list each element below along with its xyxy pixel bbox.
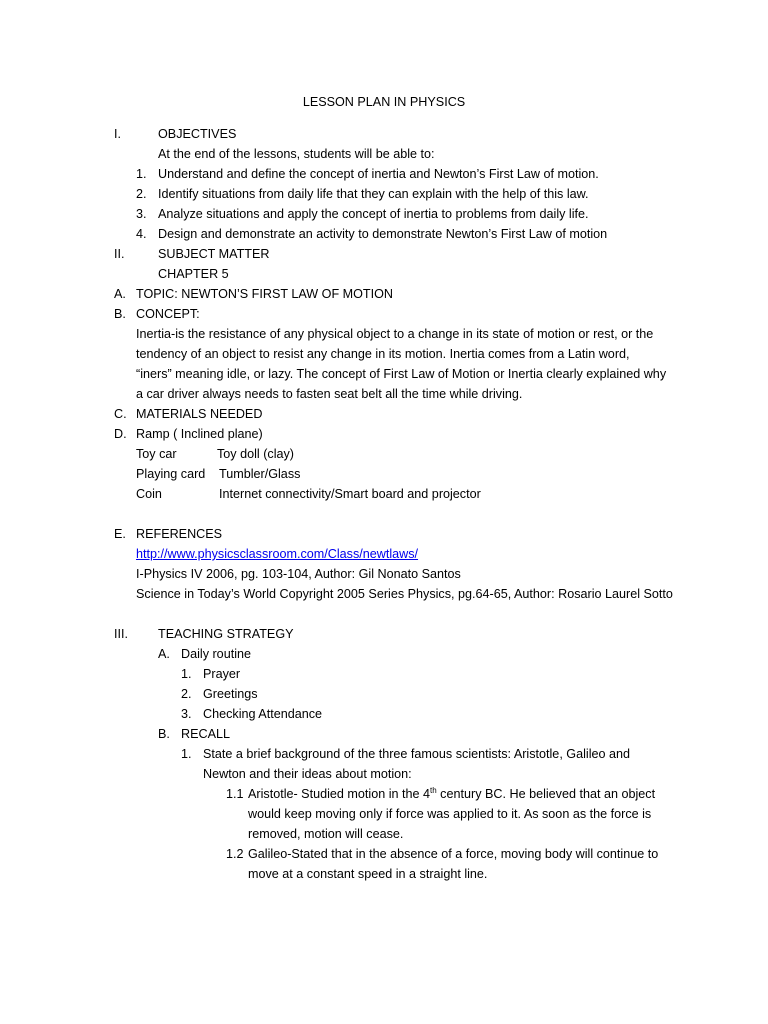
material-item: Toy car [136,447,177,461]
recall-line: would keep moving only if force was applied to it. As soon as the force is [248,807,652,821]
list-number: 1. [136,167,147,181]
objective-item: Design and demonstrate an activity to demonstrate Newton’s First Law of motion [158,227,608,241]
section-heading-objectives: OBJECTIVES [158,127,237,141]
recall-line: State a brief background of the three famous scientists: Aristotle, Galileo and [203,747,631,761]
list-letter: E. [114,527,126,541]
recall-sub-item [248,786,655,802]
list-number: 3. [181,707,192,721]
material-item: Tumbler/Glass [219,467,301,481]
list-number: 2. [136,187,147,201]
list-number: 4. [136,227,147,241]
concept-paragraph-line: a car driver always needs to fasten seat belt all the time while driving. [136,387,523,401]
objective-item: Analyze situations and apply the concept of inertia to problems from daily life. [158,207,589,221]
recall-line: Newton and their ideas about motion: [203,767,412,781]
list-letter: D. [114,427,127,441]
list-number: 1.2 [226,847,244,861]
material-item: Coin [136,487,162,501]
list-number: 1. [181,747,192,761]
section-numeral: II. [114,247,125,261]
list-letter: A. [158,647,170,661]
chapter-label: CHAPTER 5 [158,267,229,281]
recall-line: Galileo-Stated that in the absence of a force, moving body will continue to [248,847,659,861]
list-letter: B. [114,307,126,321]
list-number: 1. [181,667,192,681]
material-item: Internet connectivity/Smart board and projector [219,487,481,501]
materials-heading: MATERIALS NEEDED [136,407,263,421]
subsection-label: Daily routine [181,647,251,661]
list-letter: B. [158,727,170,741]
recall-line: move at a constant speed in a straight line. [248,867,488,881]
material-item: Playing card [136,467,206,481]
section-heading-teaching-strategy: TEACHING STRATEGY [158,627,294,641]
section-numeral: I. [114,127,121,141]
subsection-label: RECALL [181,727,230,741]
list-number: 2. [181,687,192,701]
section-numeral: III. [114,627,128,641]
objective-item: Identify situations from daily life that they can explain with the help of this law. [158,187,589,201]
list-letter: A. [114,287,126,301]
material-item: Toy doll (clay) [217,447,294,461]
list-number: 1.1 [226,787,244,801]
concept-heading: CONCEPT: [136,307,200,321]
list-letter: C. [114,407,127,421]
concept-paragraph-line: Inertia-is the resistance of any physical object to a change in its state of motion or rest, or the [136,327,654,341]
objectives-intro: At the end of the lessons, students will be able to: [158,147,435,161]
routine-item: Greetings [203,687,258,701]
concept-paragraph-line: “iners” meaning idle, or lazy. The concept of First Law of Motion or Inertia clearly explained why [136,367,667,381]
reference-link[interactable]: http://www.physicsclassroom.com/Class/newtlaws/ [136,547,419,561]
references-heading: REFERENCES [136,527,223,541]
objective-item: Understand and define the concept of inertia and Newton’s First Law of motion. [158,167,599,181]
superscript: th [430,786,437,795]
recall-text: century BC. He believed that an object [436,787,656,801]
concept-paragraph-line: tendency of an object to resist any change in its motion. Inertia comes from a Latin word, [136,347,630,361]
routine-item: Checking Attendance [203,707,323,721]
page-title: LESSON PLAN IN PHYSICS [302,95,466,109]
section-heading-subject-matter: SUBJECT MATTER [158,247,270,261]
reference-line: Science in Today’s World Copyright 2005 Series Physics, pg.64-65, Author: Rosario Laurel Sotto [136,587,673,601]
recall-line: removed, motion will cease. [248,827,404,841]
list-number: 3. [136,207,147,221]
recall-text: Aristotle- Studied motion in the 4 [248,787,431,801]
reference-line: I-Physics IV 2006, pg. 103-104, Author: Gil Nonato Santos [136,567,461,581]
material-item: Ramp ( Inclined plane) [136,427,263,441]
topic-line: TOPIC: NEWTON’S FIRST LAW OF MOTION [136,287,394,301]
routine-item: Prayer [203,667,241,681]
